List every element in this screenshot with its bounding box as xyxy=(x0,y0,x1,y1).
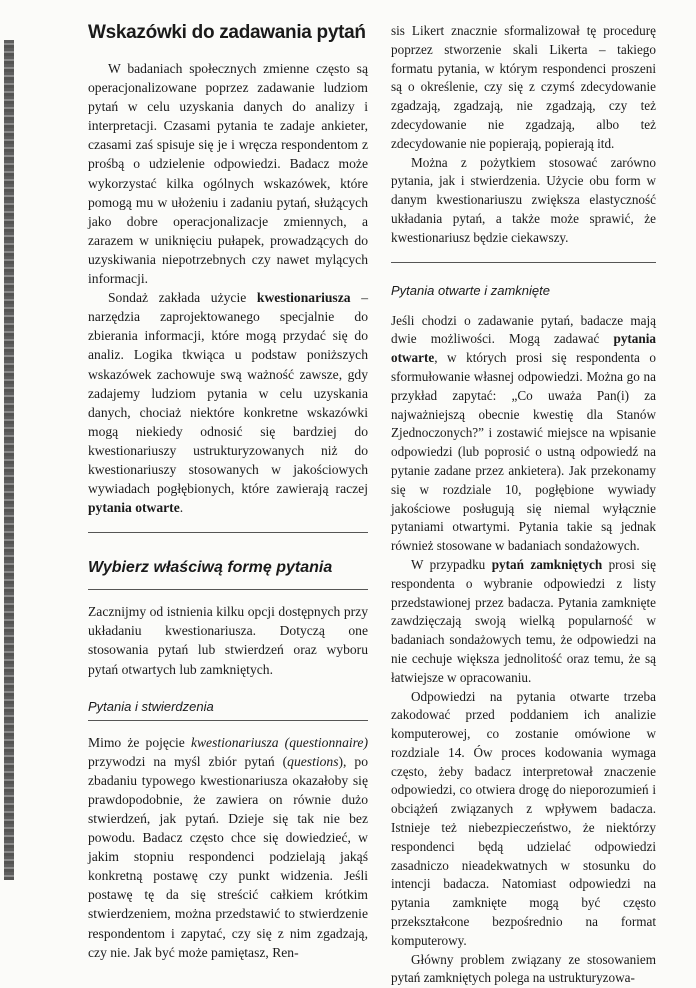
paragraph: Mimo że pojęcie kwestionariusza (questionnaire) przywodzi na myśl zbiór pytań (questions), po zbadaniu typowego kwestionariusza okazałoby się prawdopodobnie, że zawiera on równie dużo stwierdzeń, jak pytań. Dzieje się tak nie bez powodu. Badacz często chce się dowiedzieć, w jakim stopniu respondenci podzielają jakąś konkretną postawę czy punkt widzenia. Jeśli postawę tę da się streścić całkiem krótkim stwierdzeniem, można przedstawić to stwierdzenie respondentom i zapytać, czy się z nim zgadzają, czy nie. Jak być może pamiętasz, Ren- xyxy=(88,734,369,960)
paragraph: Można z pożytkiem stosować zarówno pytania, jak i stwierdzenia. Użycie obu form w danym kwestionariuszu zwiększa elastyczność układania pytań, a także może sprawić, że kwestionariusz będzie ciekawszy. xyxy=(391,154,656,245)
subsection-title: Wybierz właściwą formę pytania xyxy=(88,559,333,577)
term-bold: pytania otwarte xyxy=(391,331,656,366)
subheading: Pytania i stwierdzenia xyxy=(88,698,214,714)
term-bold: pytań zamkniętych xyxy=(491,556,603,572)
paragraph: sis Likert znacznie sformalizował tę procedurę poprzez stworzenie skali Likerta – takiego formatu pytania, w którym respondenci proszeni są o określenie, czy się z czymś zdecydowanie zgadzają, zgadzają, nie zgadzają, czy też zdecydowanie nie zgadzają, albo też zdecydowanie nie popierają, popierają itd. xyxy=(391,23,656,151)
paragraph: W przypadku pytań zamkniętych prosi się respondenta o wybranie odpowiedzi z listy przedstawionej przez badacza. Pytania zamknięte zawdzięczają swoją wielką popularność w badaniach sondażowych temu, że odpowiedzi na nie cechuje większa jednolitość oraz temu, że są łatwiejsze w opracowaniu. xyxy=(391,556,656,685)
paragraph: W badaniach społecznych zmienne często są operacjonalizowane poprzez zadawanie ludziom pytań w celu uzyskania danych do analizy i interpretacji. Czasami pytania te zadaje ankieter, czasami zaś spisuje się je i wręcza respondentom z prośbą o udzielenie odpowiedzi. Badacz może wykorzystać kilka ogólnych wskazówek, które pomogą mu w ułożeniu i zadaniu pytań, służących jako dobre operacjonalizacje zmiennych, a zarazem w uniknięciu pułapek, prowadzących do uzyskiwania niepotrzebnych czy nawet mylących informacji. xyxy=(88,61,368,287)
divider xyxy=(88,720,368,721)
term-italic: kwestionariusza (questionnaire) xyxy=(190,734,368,750)
paragraph: Jeśli chodzi o zadawanie pytań, badacze mają dwie możliwości. Mogą zadawać pytania otwarte, w których prosi się respondenta o sformułowanie własnej odpowiedzi. Można go na przykład zapytać: „Co uważa Pan(i) za najważniejszą obecnie kwestię dla Stanów Zjednoczonych?” i zostawić miejsce na wpisanie odpowiedzi (lub poprosić o ustną odpowiedź na pytanie zadane przez ankietera). Jak przekonamy się w rozdziale 10, pogłębione wywiady jakościowe posługują się niemal wyłącznie pytaniami otwartymi. Pytania takie są jednak również stosowane w badaniach sondażowych. xyxy=(391,312,656,554)
paragraph: Główny problem związany ze stosowaniem pytań zamkniętych polega na ustrukturyzowa- xyxy=(391,951,656,986)
divider xyxy=(88,532,368,533)
subheading: Pytania otwarte i zamknięte xyxy=(391,282,550,298)
book-spine-shadow xyxy=(4,40,14,880)
term-bold: kwestionariusza xyxy=(256,290,351,306)
divider xyxy=(391,262,656,263)
section-title: Wskazówki do zadawania pytań xyxy=(88,22,366,43)
left-column xyxy=(88,22,368,962)
term-bold: pytania otwarte xyxy=(88,500,180,516)
right-column xyxy=(391,22,656,988)
paragraph: Sondaż zakłada użycie kwestionariusza – narzędzia zaprojektowanego specjalnie do zbierania informacji, które mogą przydać się do analiz. Logika tkwiąca u podstaw poniższych wskazówek zachowuje swą ważność zawsze, gdy zadajemy ludziom pytania w celu uzyskania danych, chociaż niektóre konkretne wskazówki mogą niekiedy odnosić się bardziej do kwestionariuszy ustrukturyzowanych niż do kwestionariuszy stosowanych w jakościowych wywiadach pogłębionych, które zawierają raczej pytania otwarte. xyxy=(88,290,368,516)
term-italic: questions xyxy=(287,753,339,769)
paragraph: Odpowiedzi na pytania otwarte trzeba zakodować przed poddaniem ich analizie komputerowej, co zostanie omówione w rozdziale 14. Ów proces kodowania wymaga często, żeby badacz interpretował znaczenie odpowiedzi, co otwiera drogę do nieporozumień i obciążeń związanych z wpływem badacza. Istnieje też niebezpieczeństwo, że niektórzy respondenci będą udzielać odpowiedzi zasadniczo nieadekwatnych w stosunku do intencji badacza. Natomiast odpowiedzi na pytania zamknięte mogą być często przekształcone bezpośrednio na format komputerowy. xyxy=(391,688,656,948)
paragraph: Zacznijmy od istnienia kilku opcji dostępnych przy układaniu kwestionariusza. Dotyczą one stosowania pytań lub stwierdzeń oraz wyboru pytań otwartych lub zamkniętych. xyxy=(88,604,368,677)
divider xyxy=(88,589,368,590)
